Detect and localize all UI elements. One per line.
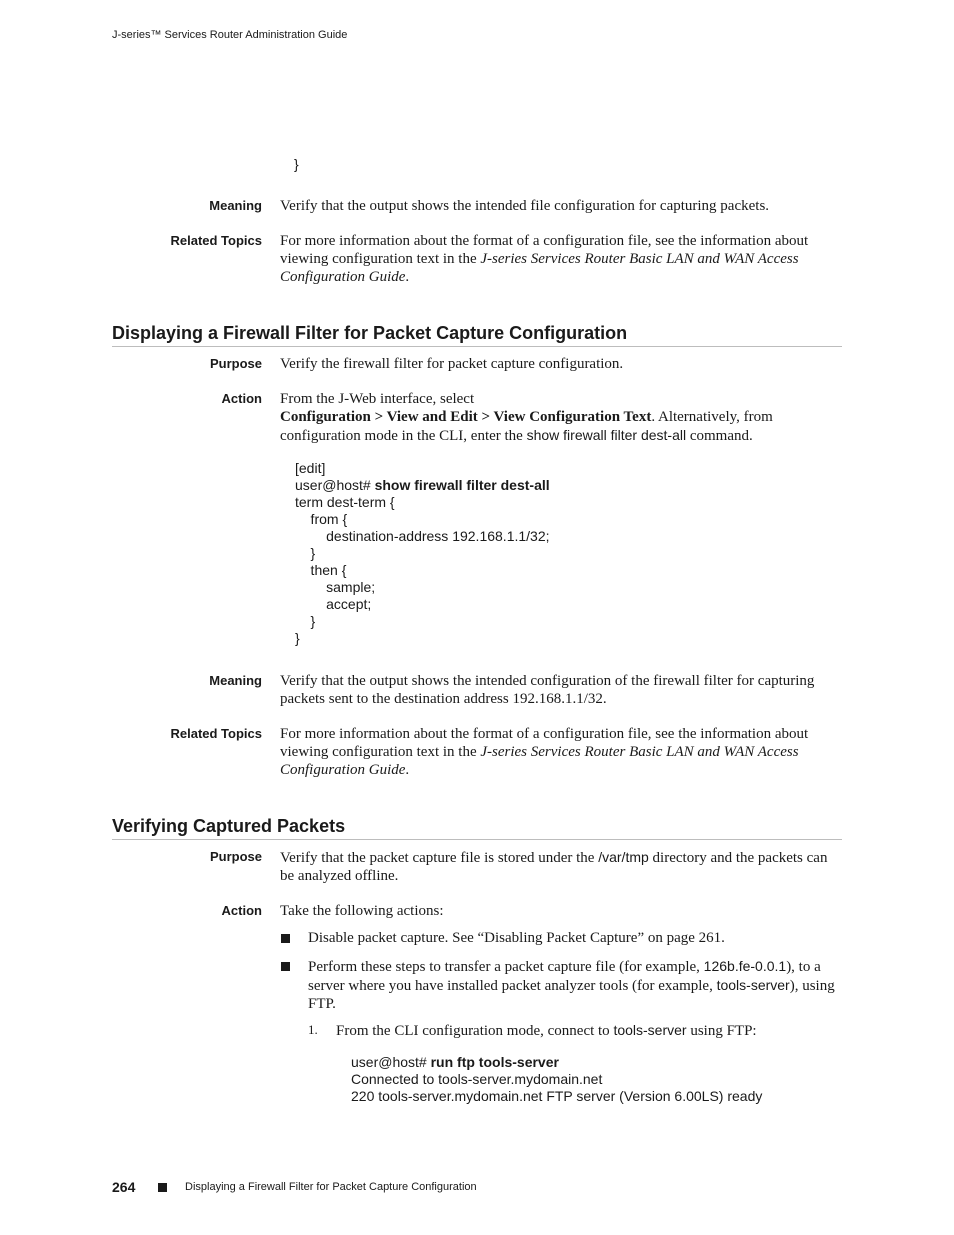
meaning-label: Meaning — [209, 673, 262, 688]
purpose-label: Purpose — [209, 849, 262, 864]
page-number: 264 — [112, 1179, 136, 1195]
purpose-label: Purpose — [209, 356, 262, 371]
footer-separator — [158, 1183, 167, 1192]
directory-path: /var/tmp — [598, 849, 649, 865]
step-text: From the CLI configuration mode, connect to tools-server using FTP: — [336, 1022, 757, 1039]
server-name: tools-server — [716, 977, 790, 993]
step-number: 1. — [308, 1022, 318, 1037]
meaning-label: Meaning — [209, 198, 262, 213]
section-heading: Verifying Captured Packets — [112, 816, 842, 840]
list-item: Disable packet capture. See “Disabling Packet Capture” on page 261. — [308, 930, 725, 946]
bullet-marker — [281, 934, 290, 943]
footer-section-title: Displaying a Firewall Filter for Packet Capture Configuration — [185, 1181, 477, 1193]
code-block: user@host# run ftp tools-server Connected to tools-server.mydomain.net 220 tools-server.mydomain.net FTP server (Version 6.00LS) ready — [351, 1054, 763, 1104]
file-name: 126b.fe-0.0.1 — [703, 958, 787, 974]
action-text: From the J-Web interface, select Configuration > View and Edit > View Configuration Text. Alternatively, from configuration mode in the CLI, enter the show firewall filter dest-all command. — [280, 391, 773, 444]
related-topics-text: For more information about the format of a configuration file, see the information about viewing configuration text in the J-series Services Router Basic LAN and WAN Access Configuration Guide. — [280, 726, 809, 778]
server-name: tools-server — [613, 1022, 687, 1038]
code-block: [edit] user@host# show firewall filter dest-all term dest-term { from { destination-address 192.168.1.1/32; } then { sample; accept; } } — [295, 460, 550, 646]
action-label: Action — [221, 391, 262, 406]
section-heading: Displaying a Firewall Filter for Packet Capture Configuration — [112, 323, 842, 347]
jweb-menu-path: Configuration > View and Edit > View Configuration Text — [280, 409, 652, 425]
cli-command: show firewall filter dest-all — [526, 427, 687, 443]
book-title: J-series Services Router Basic LAN and WAN Access Configuration Guide — [280, 744, 799, 778]
related-topics-label: Related Topics — [170, 726, 262, 741]
running-header: J-series™ Services Router Administration Guide — [112, 29, 348, 41]
meaning-text: Verify that the output shows the intended file configuration for capturing packets. — [280, 198, 770, 214]
related-topics-text: For more information about the format of a configuration file, see the information about viewing configuration text in the J-series Services Router Basic LAN and WAN Access Configuration Guide. — [280, 233, 809, 285]
closing-brace: } — [294, 156, 299, 172]
meaning-text: Verify that the output shows the intended configuration of the firewall filter for capturing packets sent to the destination address 192.168.1.1/32. — [280, 673, 815, 707]
bullet-marker — [281, 962, 290, 971]
book-title: J-series Services Router Basic LAN and WAN Access Configuration Guide — [280, 251, 799, 285]
related-topics-label: Related Topics — [170, 233, 262, 248]
purpose-text: Verify that the packet capture file is stored under the /var/tmp directory and the packets can be analyzed offline. — [280, 849, 828, 884]
action-label: Action — [221, 903, 262, 918]
list-item: Perform these steps to transfer a packet capture file (for example, 126b.fe-0.0.1), to a server where you have installed packet analyzer tools (for example, tools-server), using FTP. — [308, 958, 835, 1012]
action-intro: Take the following actions: — [280, 903, 444, 919]
purpose-text: Verify the firewall filter for packet capture configuration. — [280, 356, 624, 372]
